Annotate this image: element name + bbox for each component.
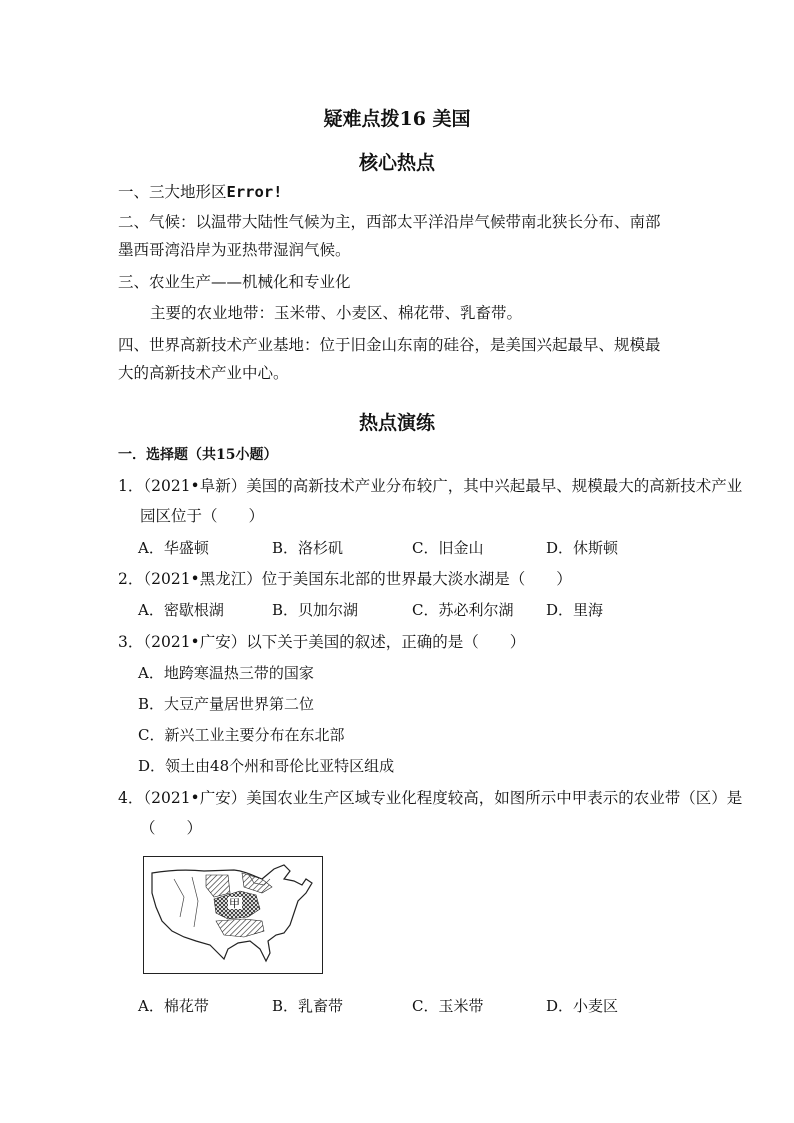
question-4-option-a[interactable]: A．棉花带 (138, 997, 209, 1015)
question-1-line2: 园区位于（ ） (140, 507, 265, 525)
question-3-option-d[interactable]: D．领土由48个州和哥伦比亚特区组成 (138, 757, 395, 775)
question-1-option-c[interactable]: C．旧金山 (412, 539, 484, 557)
hot-point-2-line1: 二、气候：以温带大陆性气候为主，西部太平洋沿岸气候带南北狭长分布、南部 (118, 213, 661, 231)
section-heading-core: 核心热点 (358, 152, 435, 174)
document-title: 疑难点拨16 美国 (323, 108, 471, 130)
question-4-line1: 4．（2021•广安）美国农业生产区域专业化程度较高，如图所示中甲表示的农业带（区）是 (118, 789, 743, 807)
question-3-option-c[interactable]: C．新兴工业主要分布在东北部 (138, 726, 345, 744)
question-4-option-c[interactable]: C．玉米带 (412, 997, 484, 1015)
question-1-option-a[interactable]: A．华盛顿 (138, 539, 209, 557)
dairy-region (242, 873, 272, 893)
usa-agriculture-map (143, 856, 323, 974)
exercise-heading: 一．选择题（共15小题） (118, 447, 278, 463)
question-3-option-b[interactable]: B．大豆产量居世界第二位 (138, 695, 315, 713)
hot-point-2-line2: 墨西哥湾沿岸为亚热带湿润气候。 (118, 241, 351, 259)
question-1-line1: 1．（2021•阜新）美国的高新技术产业分布较广，其中兴起最早、规模最大的高新技术产业 (118, 477, 743, 495)
hot-point-4-line2: 大的高新技术产业中心。 (118, 364, 289, 382)
cotton-region (216, 919, 264, 937)
hot-point-1 (118, 182, 283, 202)
hot-point-3-sub: 主要的农业地带：玉米带、小麦区、棉花带、乳畜带。 (150, 304, 523, 322)
question-2-option-d[interactable]: D．里海 (546, 601, 604, 619)
question-1-option-d[interactable]: D．休斯顿 (546, 539, 619, 557)
hot-point-3: 三、农业生产——机械化和专业化 (118, 273, 351, 291)
question-3-option-a[interactable]: A．地跨寒温热三带的国家 (138, 664, 314, 682)
question-3: 3．（2021•广安）以下关于美国的叙述，正确的是（ ） (118, 633, 526, 651)
wheat-region (206, 875, 230, 897)
question-1-option-b[interactable]: B．洛杉矶 (272, 539, 344, 557)
hot-point-1-text: 一、三大地形区 (118, 183, 227, 201)
question-4-option-b[interactable]: B．乳畜带 (272, 997, 344, 1015)
question-2-option-b[interactable]: B．贝加尔湖 (272, 601, 359, 619)
error-text: Error! (226, 183, 283, 201)
terrain-lines (174, 877, 198, 927)
hot-point-4-line1: 四、世界高新技术产业基地：位于旧金山东南的硅谷，是美国兴起最早、规模最 (118, 336, 661, 354)
section-heading-practice: 热点演练 (358, 412, 435, 434)
question-4-option-d[interactable]: D．小麦区 (546, 997, 619, 1015)
question-2-option-a[interactable]: A．密歇根湖 (138, 601, 224, 619)
question-2: 2．（2021•黑龙江）位于美国东北部的世界最大淡水湖是（ ） (118, 570, 572, 588)
usa-outline-map (144, 857, 321, 972)
question-2-option-c[interactable]: C．苏必利尔湖 (412, 601, 514, 619)
question-4-line2: （ ） (140, 819, 203, 837)
map-label-jia: 甲 (229, 897, 240, 910)
